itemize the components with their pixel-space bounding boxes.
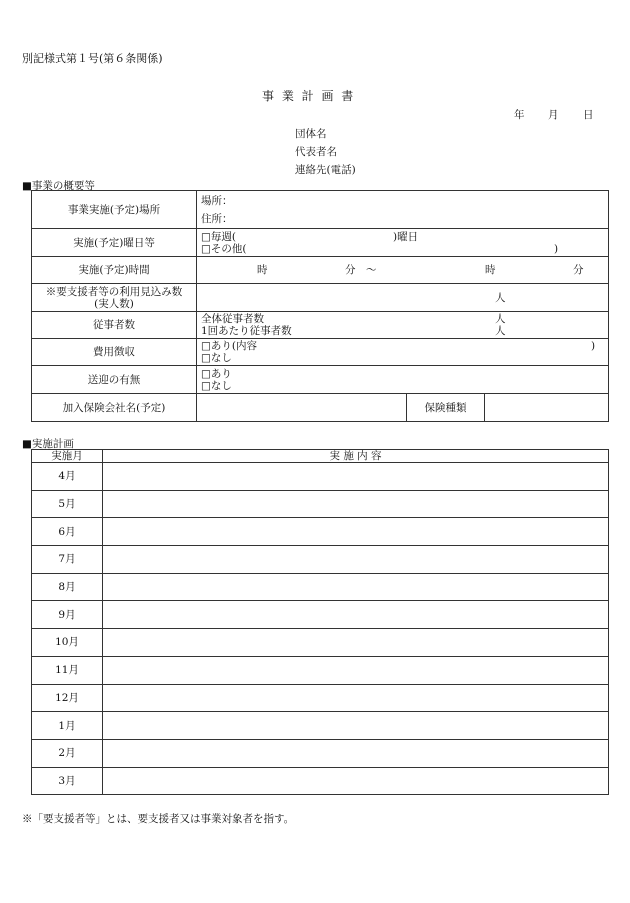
month-label: 5月 <box>32 490 103 518</box>
transport-label: 送迎の有無 <box>32 366 197 394</box>
plan-month-row <box>32 684 609 712</box>
month-label: 7月 <box>32 546 103 574</box>
transport-no-checkbox[interactable]: □なし <box>201 379 232 392</box>
fee-yes-checkbox[interactable]: □あり(内容 <box>201 340 258 352</box>
users-label-2: (実人数) <box>94 297 134 310</box>
month-content-field[interactable] <box>103 518 609 546</box>
weekly-checkbox[interactable] <box>201 231 604 243</box>
content-column-header: 実 施 内 容 <box>103 450 609 463</box>
plan-month-row <box>32 546 609 574</box>
min2: 分 <box>573 264 584 276</box>
plan-month-row <box>32 712 609 740</box>
month-label: 8月 <box>32 573 103 601</box>
plan-month-row <box>32 656 609 684</box>
staff-total: 全体従事者数 <box>201 313 264 325</box>
fee-row <box>32 339 609 366</box>
plan-heading: ■実施計画 <box>22 438 74 450</box>
users-label <box>32 284 197 312</box>
plan-month-row <box>32 739 609 767</box>
month-content-field[interactable] <box>103 463 609 491</box>
time-label: 実施(予定)時間 <box>32 257 197 284</box>
month-content-field[interactable] <box>103 629 609 657</box>
staff-field[interactable] <box>197 312 609 339</box>
place-field[interactable]: 場所： <box>201 194 233 207</box>
staff-row <box>32 312 609 339</box>
staff-unit-2: 人 <box>495 325 506 337</box>
plan-header-row <box>32 450 609 463</box>
plan-table <box>31 449 609 795</box>
overview-heading: ■事業の概要等 <box>22 180 95 192</box>
weekday-row <box>32 229 609 257</box>
month-content-field[interactable] <box>103 684 609 712</box>
plan-month-row <box>32 767 609 795</box>
insurance-company-field[interactable] <box>197 394 407 422</box>
place-label: 事業実施(予定)場所 <box>32 191 197 229</box>
month-content-field[interactable] <box>103 739 609 767</box>
date-year: 年 <box>514 109 525 121</box>
group-name-label: 団体名 <box>295 128 327 140</box>
users-label-1: ※要支援者等の利用見込み数 <box>45 285 183 298</box>
plan-month-row <box>32 601 609 629</box>
plan-month-row <box>32 463 609 491</box>
address-field[interactable]: 住所： <box>201 212 233 225</box>
weekday-label: 実施(予定)曜日等 <box>32 229 197 257</box>
staff-label: 従事者数 <box>32 312 197 339</box>
insurance-label: 加入保険会社名(予定) <box>32 394 197 422</box>
month-label: 3月 <box>32 767 103 795</box>
fee-yes-end: ) <box>591 340 596 352</box>
month-content-field[interactable] <box>103 573 609 601</box>
hour1: 時 <box>257 264 268 276</box>
other-end: ) <box>554 242 559 255</box>
document-title: 事 業 計 画 書 <box>262 89 356 103</box>
month-content-field[interactable] <box>103 601 609 629</box>
plan-month-row <box>32 573 609 601</box>
transport-yes-checkbox[interactable]: □あり <box>201 367 232 380</box>
fee-label: 費用徴収 <box>32 339 197 366</box>
overview-table <box>31 190 609 422</box>
time-field[interactable] <box>197 257 609 284</box>
contact-label: 連絡先(電話) <box>295 164 356 176</box>
month-content-field[interactable] <box>103 546 609 574</box>
month-content-field[interactable] <box>103 656 609 684</box>
month-label: 11月 <box>32 656 103 684</box>
insurance-type-label: 保険種類 <box>407 394 485 422</box>
month-label: 9月 <box>32 601 103 629</box>
date-day: 日 <box>583 109 594 121</box>
month-label: 2月 <box>32 739 103 767</box>
month-content-field[interactable] <box>103 490 609 518</box>
transport-row <box>32 366 609 394</box>
min1: 分 ～ <box>345 264 377 276</box>
staff-per-session: 1回あたり従事者数 <box>201 325 292 337</box>
users-row <box>32 284 609 312</box>
month-content-field[interactable] <box>103 767 609 795</box>
plan-month-row <box>32 629 609 657</box>
plan-month-row <box>32 490 609 518</box>
weekly-end: )曜日 <box>393 230 419 243</box>
time-row <box>32 257 609 284</box>
users-field[interactable] <box>197 284 609 312</box>
hour2: 時 <box>485 264 496 276</box>
fee-no-checkbox[interactable]: □なし <box>201 352 232 364</box>
plan-month-row <box>32 518 609 546</box>
month-label: 1月 <box>32 712 103 740</box>
month-label: 4月 <box>32 463 103 491</box>
staff-unit-1: 人 <box>495 313 506 325</box>
place-row <box>32 191 609 229</box>
month-column-header: 実施月 <box>32 450 103 463</box>
other-checkbox[interactable] <box>201 243 604 255</box>
footnote: ※「要支援者等」とは、要支援者又は事業対象者を指す。 <box>22 813 295 825</box>
insurance-type-field[interactable] <box>485 394 609 422</box>
representative-label: 代表者名 <box>295 146 337 158</box>
date-month: 月 <box>548 109 559 121</box>
insurance-row <box>32 394 609 422</box>
month-content-field[interactable] <box>103 712 609 740</box>
month-label: 12月 <box>32 684 103 712</box>
month-label: 6月 <box>32 518 103 546</box>
other-text: □その他( <box>201 242 247 255</box>
users-unit: 人 <box>495 292 506 304</box>
month-label: 10月 <box>32 629 103 657</box>
form-id: 別記様式第１号(第６条関係) <box>22 52 163 65</box>
weekly-text: □毎週( <box>201 230 237 243</box>
